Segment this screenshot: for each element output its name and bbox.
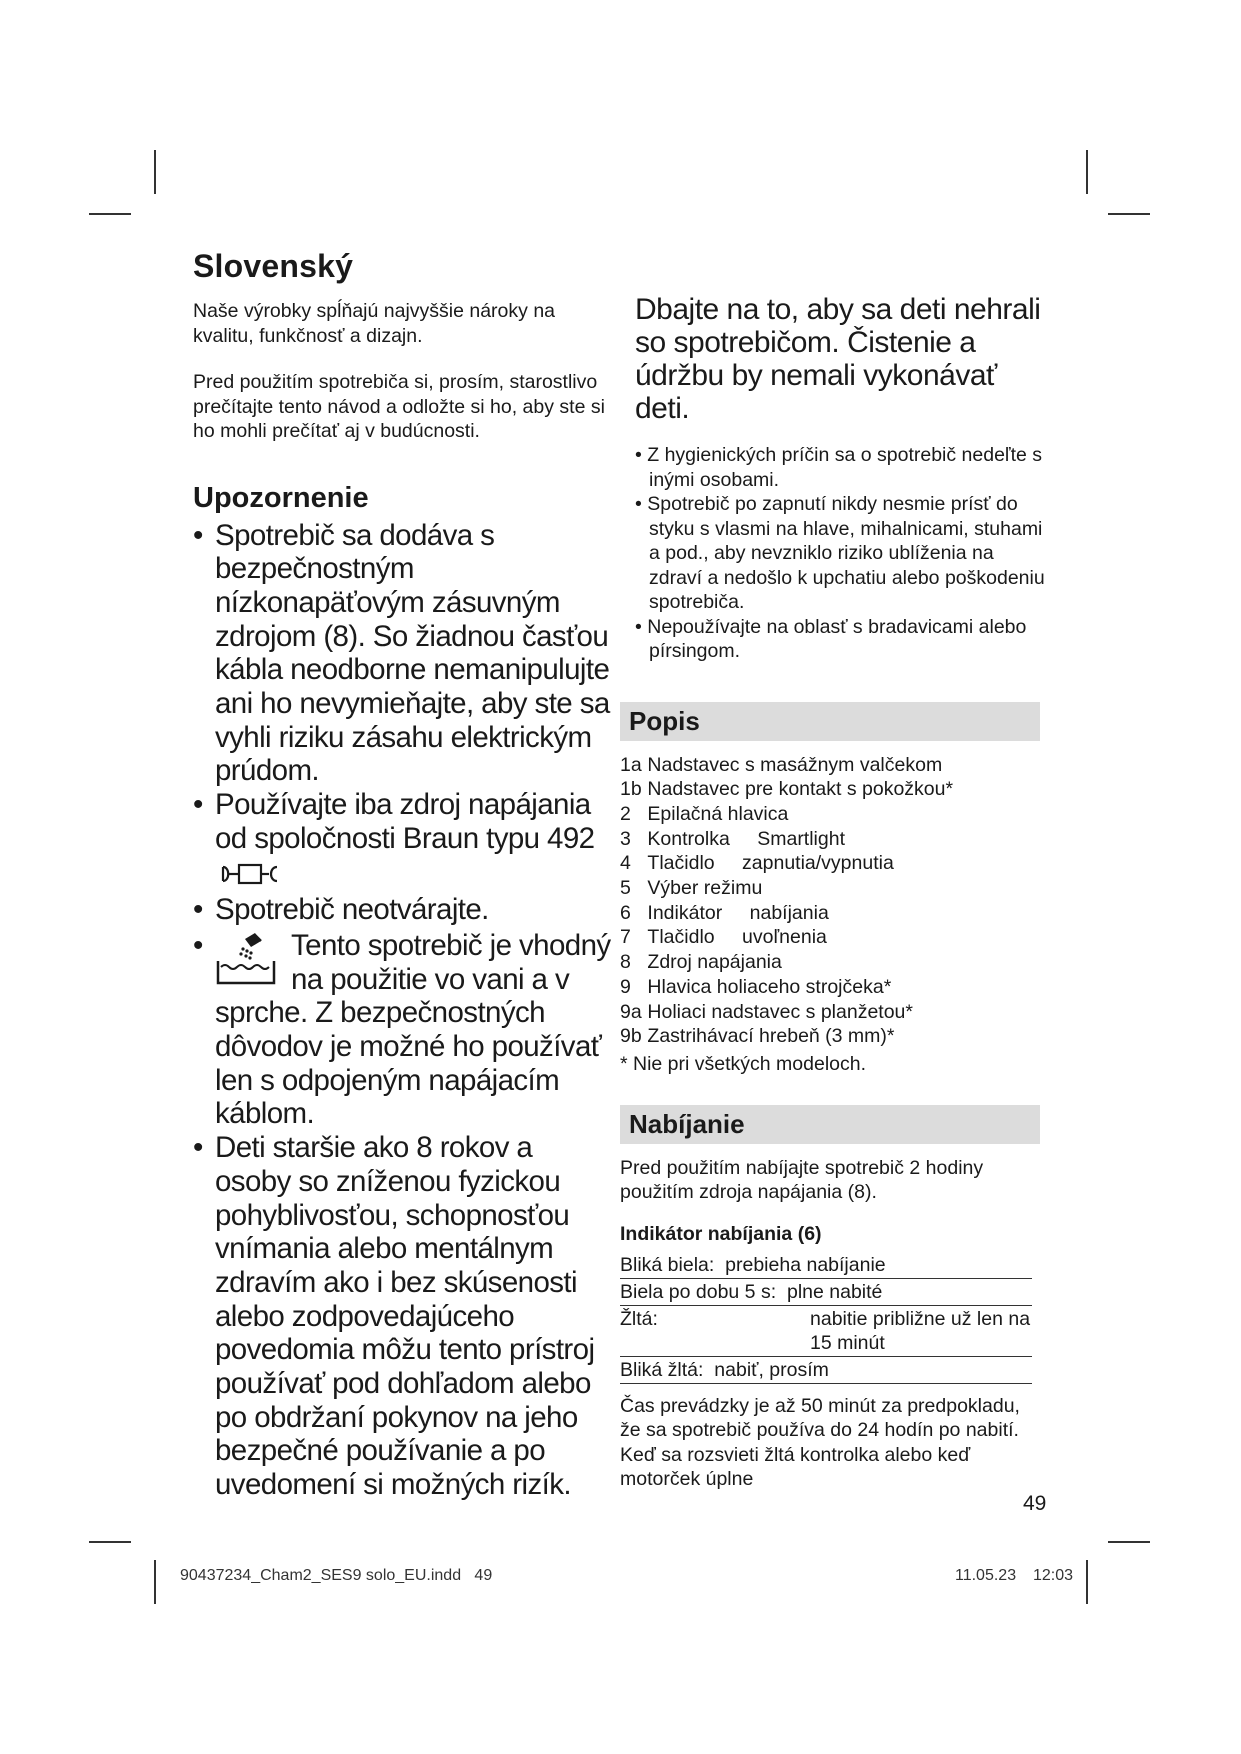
intro-paragraph-2: Pred použitím spotrebiča si, prosím, starostlivo prečítajte tento návod a odložte si ho, aby ste si ho mohli prečítať aj v budúcnosti. — [193, 371, 605, 442]
list-item — [193, 1131, 613, 1502]
list-item — [620, 925, 1045, 950]
warning-text: Tento spotrebič je vhodný na použitie vo vani a v sprche. Z bezpečnostných dôvodov je možné ho používať len s odpojeným napájacím káblom. — [215, 928, 611, 1131]
list-item — [193, 893, 613, 927]
list-item: • Z hygienických príčin sa o spotrebič nedeľte s inými osobami. — [635, 444, 1043, 491]
language-title: Slovenský — [193, 248, 354, 284]
list-item: • Nepoužívajte na oblasť s bradavicami alebo pírsingom. — [635, 615, 1027, 662]
list-item — [620, 901, 1045, 926]
list-item — [620, 1000, 1045, 1025]
item-number: 8 — [620, 951, 631, 974]
warning-text: Spotrebič sa dodáva s bezpečnostným nízkonapäťovým zásuvným zdrojom (8). So žiadnou časťou kábla neodborne nemanipulujte ani ho nevymieňajte, aby ste sa vyhli riziku zásahu elektrickým prúdom. — [215, 518, 610, 788]
indicator-state: Biela po dobu 5 s: — [620, 1280, 777, 1303]
indicator-title: Indikátor nabíjania (6) — [620, 1222, 822, 1245]
description-heading: Popis — [620, 702, 1040, 741]
indicator-meaning: nabitie približne už len na 15 minút — [810, 1307, 1031, 1354]
bullet: • — [193, 1131, 203, 1165]
list-item — [620, 950, 1045, 975]
item-label: Epilačná hlavica — [647, 802, 789, 825]
item-number: 4 — [620, 852, 631, 875]
item-number: 3 — [620, 827, 631, 850]
item-label: Tlačidlo uvoľnenia — [647, 926, 827, 949]
item-label: Kontrolka Smartlight — [647, 827, 845, 850]
children-warning: Dbajte na to, aby sa deti nehrali so spotrebičom. Čistenie a údržbu by nemali vykonávať deti. — [635, 293, 1041, 425]
indicator-state: Žltá: — [620, 1307, 658, 1330]
list-item — [193, 788, 613, 893]
list-item — [620, 753, 1045, 778]
table-row — [620, 1278, 1032, 1305]
item-label: Zastrihávací hrebeň (3 mm)* — [647, 1025, 895, 1048]
crop-mark — [1086, 150, 1088, 194]
crop-mark — [1086, 1560, 1088, 1604]
crop-mark — [1108, 1541, 1150, 1543]
item-number: 1a — [620, 753, 642, 776]
table-row — [620, 1305, 1032, 1356]
right-column — [620, 293, 1045, 1492]
item-label: Holiaci nadstavec s planžetou* — [647, 1000, 913, 1023]
list-item — [620, 876, 1045, 901]
bullet: • — [193, 788, 203, 822]
list-item — [193, 929, 613, 1131]
bullet: • — [193, 928, 203, 962]
warning-text: Deti staršie ako 8 rokov a osoby so zníženou fyzickou pohyblivosťou, schopnosťou vnímania alebo mentálnym zdravím ako i bez skúsenosti alebo zodpovedajúceho povedomia môžu tento prístroj používať pod dohľadom alebo po obdržaní pokynov na jeho bezpečné používanie a po uvedomení si možných rizík. — [215, 1131, 595, 1502]
item-label: Indikátor nabíjania — [647, 901, 829, 924]
list-item — [193, 519, 613, 789]
list-item — [620, 1024, 1045, 1049]
warning-title: Upozornenie — [193, 481, 369, 514]
crop-mark — [89, 213, 131, 215]
item-label: Nadstavec pre kontakt s pokožkou* — [647, 778, 954, 801]
indicator-state: Bliká biela: — [620, 1253, 715, 1276]
item-label: Zdroj napájania — [647, 951, 782, 974]
indicator-table — [620, 1252, 1032, 1384]
charging-heading: Nabíjanie — [620, 1105, 1040, 1144]
description-note: * Nie pri všetkých modeloch. — [620, 1052, 867, 1075]
indicator-state: Bliká žltá: — [620, 1358, 704, 1381]
item-label: Výber režimu — [647, 877, 763, 900]
item-label: Hlavica holiaceho strojčeka* — [647, 975, 892, 998]
footer-date: 11.05.23 — [955, 1567, 1017, 1584]
footer-file-info: 90437234_Cham2_SES9 solo_EU.indd 49 — [180, 1567, 493, 1584]
item-number: 9a — [620, 1000, 642, 1023]
item-number: 1b — [620, 778, 642, 801]
item-number: 5 — [620, 877, 631, 900]
table-row — [620, 1356, 1032, 1383]
list-item: • Spotrebič po zapnutí nikdy nesmie prísť do styku s vlasmi na hlave, mihalnicami, stuhami a pod., aby nevzniklo riziko ublíženia na zdraví a nedošlo k upchatiu alebo poškodeniu spotrebiča. — [635, 493, 1045, 613]
warning-text: Spotrebič neotvárajte. — [215, 893, 489, 927]
indicator-meaning: nabiť, prosím — [714, 1358, 829, 1381]
bath-shower-icon — [215, 929, 277, 995]
crop-mark — [1108, 213, 1150, 215]
item-label: Nadstavec s masážnym valčekom — [647, 753, 943, 776]
indicator-meaning: plne nabité — [786, 1280, 883, 1303]
list-item — [620, 777, 1045, 802]
crop-mark — [89, 1541, 131, 1543]
item-number: 2 — [620, 802, 631, 825]
indicator-meaning: prebieha nabíjanie — [725, 1253, 886, 1276]
crop-mark — [154, 150, 156, 194]
bullet: • — [193, 518, 203, 552]
list-item — [620, 975, 1045, 1000]
crop-mark — [154, 1560, 156, 1604]
item-number: 9 — [620, 975, 631, 998]
page-number: 49 — [1023, 1492, 1047, 1515]
list-item — [620, 827, 1045, 852]
warning-text: Používajte iba zdroj napájania od spoločnosti Braun typu 492 — [215, 788, 595, 855]
list-item — [620, 802, 1045, 827]
left-column — [193, 248, 613, 1502]
power-supply-symbol-icon — [219, 860, 281, 894]
item-number: 6 — [620, 901, 631, 924]
hygiene-warning-list — [635, 443, 1045, 664]
table-row — [620, 1252, 1032, 1279]
operation-text: Čas prevádzky je až 50 minút za predpokladu, že sa spotrebič používa do 24 hodín po nabití. Keď sa rozsvieti žltá kontrolka alebo keď motorček úplne — [620, 1394, 1020, 1491]
list-item — [620, 851, 1045, 876]
item-number: 7 — [620, 926, 631, 949]
description-list — [620, 753, 1045, 1077]
bullet: • — [193, 893, 203, 927]
warning-list — [193, 519, 613, 1502]
item-number: 9b — [620, 1025, 642, 1048]
intro-paragraph-1: Naše výrobky spĺňajú najvyššie nároky na kvalitu, funkčnosť a dizajn. — [193, 300, 556, 347]
charging-section — [620, 1156, 1032, 1492]
charging-intro: Pred použitím nabíjajte spotrebič 2 hodiny použitím zdroja napájania (8). — [620, 1156, 984, 1204]
footer-time: 12:03 — [1033, 1567, 1074, 1584]
item-label: Tlačidlo zapnutia/vypnutia — [647, 852, 894, 875]
